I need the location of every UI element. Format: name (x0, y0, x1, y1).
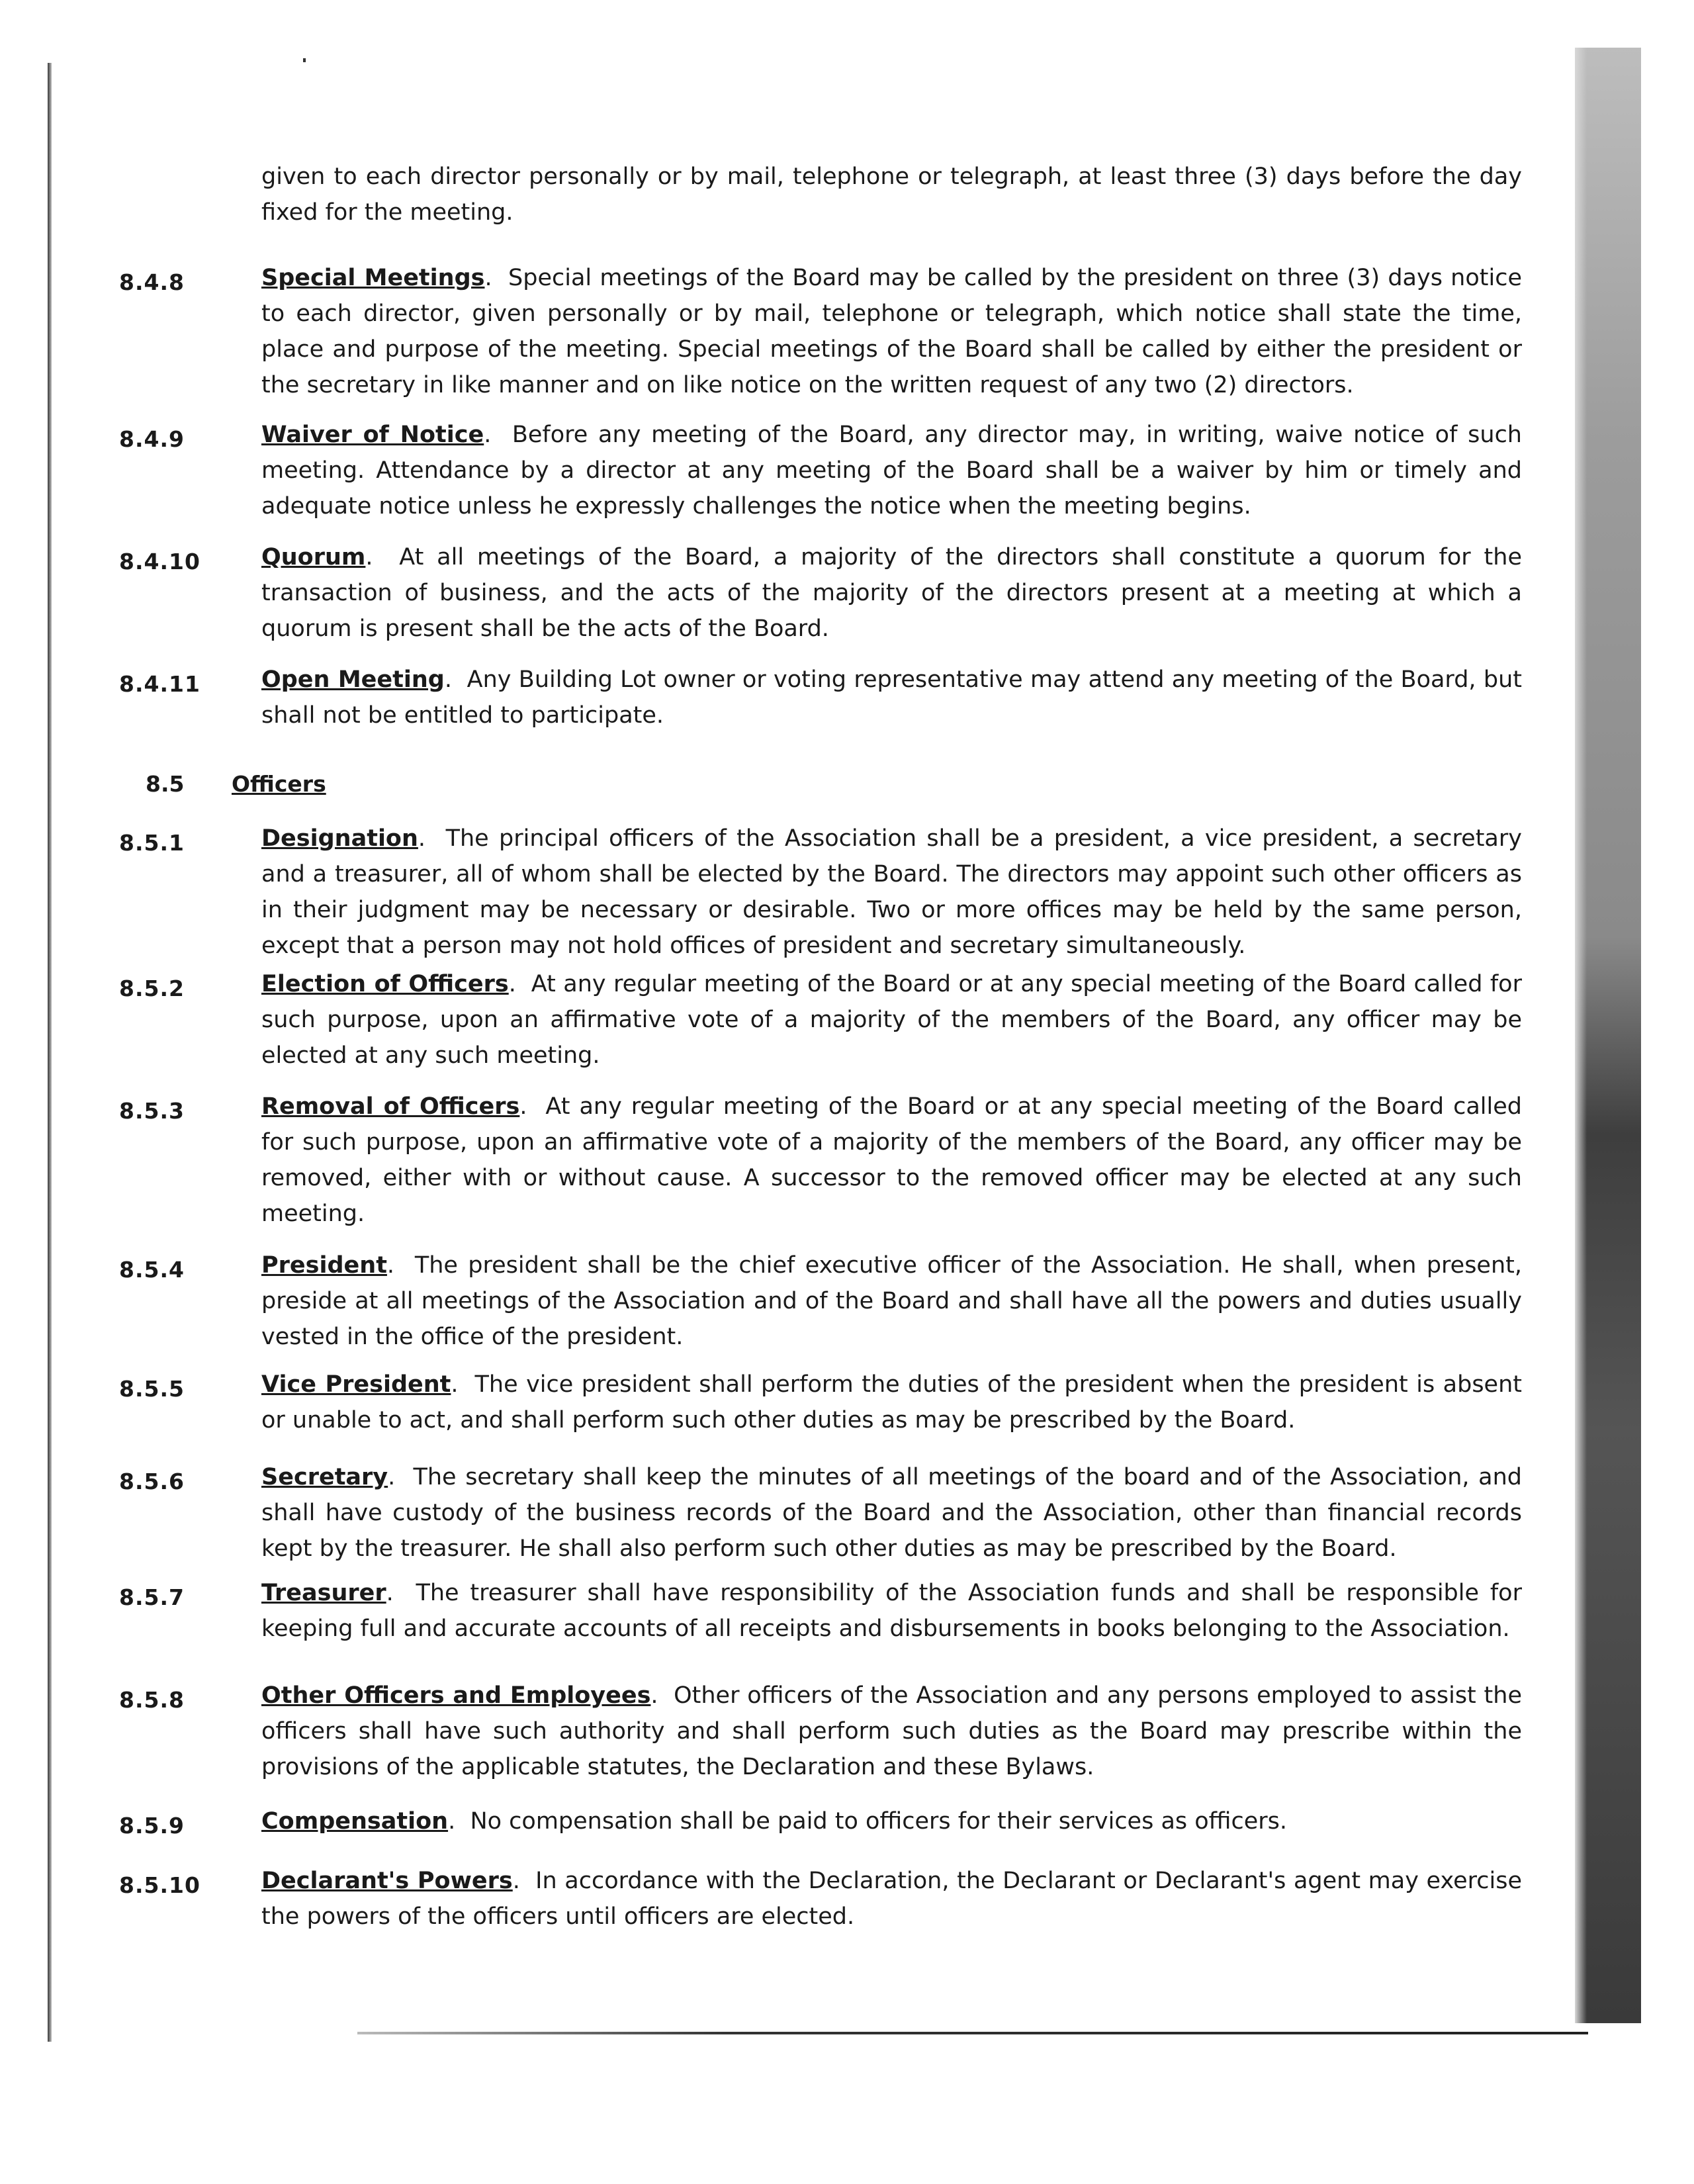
section-text: The vice president shall perform the duties of the president when the president is absent or unable to act, and shall perform such other duties as may be prescribed by the Board. (261, 1371, 1522, 1433)
section-8-5-4 (119, 1248, 1522, 1360)
section-title: Declarant's Powers (261, 1868, 513, 1894)
heading-title: Officers (232, 771, 326, 797)
section-text: In accordance with the Declaration, the Declarant or Declarant's agent may exercise the powers of the officers until officers are elected. (261, 1868, 1522, 1930)
section-text: Before any meeting of the Board, any director may, in writing, waive notice of such meeting. Attendance by a director at any meeting of the Board shall be a waiver by him or timely and adequate notice unless he expressly challenges the notice when the meeting begins. (261, 422, 1522, 520)
section-8-5-3 (119, 1089, 1522, 1241)
section-text: Other officers of the Association and any persons employed to assist the officers shall have such authority and shall perform such duties as the Board may prescribe within the provisions of the applicable statutes, the Declaration and these Bylaws. (261, 1682, 1522, 1780)
section-title: Secretary (261, 1464, 388, 1490)
section-8-5-10 (119, 1863, 1522, 1942)
section-title: President (261, 1252, 387, 1279)
continuation-text: given to each director personally or by mail, telephone or telegraph, at least three (3) days before the day fixed for the meeting. (261, 163, 1522, 226)
continuation-paragraph (119, 159, 1522, 238)
section-body: Waiver of Notice. Before any meeting of the Board, any director may, in writing, waive notice of such meeting. Attendance by a director at any meeting of the Board shall be a waiver by him or timely and adequate notice unless he expressly challenges the notice when the meeting begins. (261, 422, 1522, 520)
section-title: Other Officers and Employees (261, 1682, 651, 1709)
section-title: Designation (261, 825, 418, 852)
section-number: 8.5.8 (119, 1687, 185, 1713)
section-title: Waiver of Notice (261, 422, 484, 448)
section-number: 8.5.7 (119, 1584, 185, 1610)
section-body: Quorum. At all meetings of the Board, a majority of the directors shall constitute a quorum for the transaction of business, and the acts of the majority of the directors present at a meeting at which a quorum is present shall be the acts of the Board. (261, 544, 1522, 642)
section-8-5-7 (119, 1575, 1522, 1655)
section-body: Treasurer. The treasurer shall have responsibility of the Association funds and shall be responsible for keeping full and accurate accounts of all receipts and disbursements in books belonging to the Association. (261, 1580, 1522, 1642)
section-heading-8-5 (146, 771, 326, 797)
section-number: 8.5.2 (119, 976, 185, 1001)
section-title: Quorum (261, 544, 366, 570)
section-8-5-8 (119, 1678, 1522, 1790)
section-8-4-8 (119, 260, 1522, 412)
section-number: 8.5.10 (119, 1872, 201, 1898)
section-number: 8.4.9 (119, 426, 185, 452)
section-title: Vice President (261, 1371, 451, 1398)
section-body: Other Officers and Employees. Other officers of the Association and any persons employed to assist the officers shall have such authority and shall perform such duties as the Board may prescribe within the provisions of the applicable statutes, the Declaration and these Bylaws. (261, 1682, 1522, 1780)
section-title: Treasurer (261, 1580, 386, 1606)
section-8-4-10 (119, 539, 1522, 652)
section-8-5-9 (119, 1803, 1522, 1850)
section-8-5-5 (119, 1367, 1522, 1446)
section-text: Special meetings of the Board may be called by the president on three (3) days notice to each director, given personally or by mail, telephone or telegraph, which notice shall state the time, place and purpose of the meeting. Special meetings of the Board shall be called by either the president or the secretary in like manner and on like notice on the written request of any two (2) directors. (261, 265, 1522, 398)
section-text: At any regular meeting of the Board or at any special meeting of the Board called for such purpose, upon an affirmative vote of a majority of the members of the Board, any officer may be removed, either with or without cause. A successor to the removed officer may be elected at any such meeting. (261, 1093, 1522, 1227)
section-number: 8.5.1 (119, 830, 185, 856)
section-text: At any regular meeting of the Board or at any special meeting of the Board called for such purpose, upon an affirmative vote of a majority of the members of the Board, any officer may be elected at any such meeting. (261, 971, 1522, 1069)
section-number: 8.5.5 (119, 1376, 185, 1402)
section-body: Secretary. The secretary shall keep the minutes of all meetings of the board and of the Association, and shall have custody of the business records of the Board and the Association, other than financial records kept by the treasurer. He shall also perform such other duties as may be prescribed by the Board. (261, 1464, 1522, 1562)
section-number: 8.4.11 (119, 671, 201, 697)
section-body: Designation. The principal officers of the Association shall be a president, a vice president, a secretary and a treasurer, all of whom shall be elected by the Board. The directors may appoint such other officers as in their judgment may be necessary or desirable. Two or more offices may be held by the same person, except that a person may not hold offices of president and secretary simultaneously. (261, 825, 1522, 959)
heading-number: 8.5 (146, 771, 185, 797)
section-text: Any Building Lot owner or voting representative may attend any meeting of the Board, but shall not be entitled to participate. (261, 666, 1522, 729)
section-number: 8.4.8 (119, 269, 185, 295)
section-title: Election of Officers (261, 971, 509, 997)
section-body: Declarant's Powers. In accordance with the Declaration, the Declarant or Declarant's agent may exercise the powers of the officers until officers are elected. (261, 1868, 1522, 1930)
section-text: The president shall be the chief executive officer of the Association. He shall, when present, preside at all meetings of the Association and of the Board and shall have all the powers and duties usually vested in the office of the president. (261, 1252, 1522, 1350)
section-body: Open Meeting. Any Building Lot owner or voting representative may attend any meeting of the Board, but shall not be entitled to participate. (261, 666, 1522, 729)
section-number: 8.5.9 (119, 1813, 185, 1839)
section-text: The principal officers of the Association shall be a president, a vice president, a secretary and a treasurer, all of whom shall be elected by the Board. The directors may appoint such other officers as in their judgment may be necessary or desirable. Two or more offices may be held by the same person, except that a person may not hold offices of president and secretary simultaneously. (261, 825, 1522, 959)
section-title: Special Meetings (261, 265, 485, 291)
section-title: Removal of Officers (261, 1093, 520, 1120)
section-body: Removal of Officers. At any regular meeting of the Board or at any special meeting of the Board called for such purpose, upon an affirmative vote of a majority of the members of the Board, any officer may be removed, either with or without cause. A successor to the removed officer may be elected at any such meeting. (261, 1093, 1522, 1227)
section-8-4-9 (119, 417, 1522, 529)
section-body: President. The president shall be the chief executive officer of the Association. He shall, when present, preside at all meetings of the Association and of the Board and shall have all the powers and duties usually vested in the office of the president. (261, 1252, 1522, 1350)
section-text: At all meetings of the Board, a majority of the directors shall constitute a quorum for the transaction of business, and the acts of the majority of the directors present at a meeting at which a quorum is present shall be the acts of the Board. (261, 544, 1522, 642)
section-text: The treasurer shall have responsibility of the Association funds and shall be responsible for keeping full and accurate accounts of all receipts and disbursements in books belonging to the Association. (261, 1580, 1522, 1642)
section-8-5-2 (119, 966, 1522, 1079)
section-number: 8.5.6 (119, 1469, 185, 1494)
section-body: Special Meetings. Special meetings of the Board may be called by the president on three (3) days notice to each director, given personally or by mail, telephone or telegraph, which notice shall state the time, place and purpose of the meeting. Special meetings of the Board shall be called by either the president or the secretary in like manner and on like notice on the written request of any two (2) directors. (261, 265, 1522, 398)
section-8-5-1 (119, 821, 1522, 973)
section-number: 8.4.10 (119, 549, 201, 574)
section-body: Vice President. The vice president shall perform the duties of the president when the president is absent or unable to act, and shall perform such other duties as may be prescribed by the Board. (261, 1371, 1522, 1433)
section-number: 8.5.4 (119, 1257, 185, 1283)
section-body: Election of Officers. At any regular meeting of the Board or at any special meeting of the Board called for such purpose, upon an affirmative vote of a majority of the members of the Board, any officer may be elected at any such meeting. (261, 971, 1522, 1069)
section-number: 8.5.3 (119, 1098, 185, 1124)
section-8-5-6 (119, 1459, 1522, 1572)
section-text: No compensation shall be paid to officers for their services as officers. (470, 1808, 1288, 1835)
section-8-4-11 (119, 662, 1522, 741)
section-text: The secretary shall keep the minutes of all meetings of the board and of the Association, and shall have custody of the business records of the Board and the Association, other than financial records kept by the treasurer. He shall also perform such other duties as may be prescribed by the Board. (261, 1464, 1522, 1562)
section-title: Open Meeting (261, 666, 445, 693)
section-title: Compensation (261, 1808, 449, 1835)
section-body: Compensation. No compensation shall be paid to officers for their services as officers. (261, 1808, 1288, 1835)
